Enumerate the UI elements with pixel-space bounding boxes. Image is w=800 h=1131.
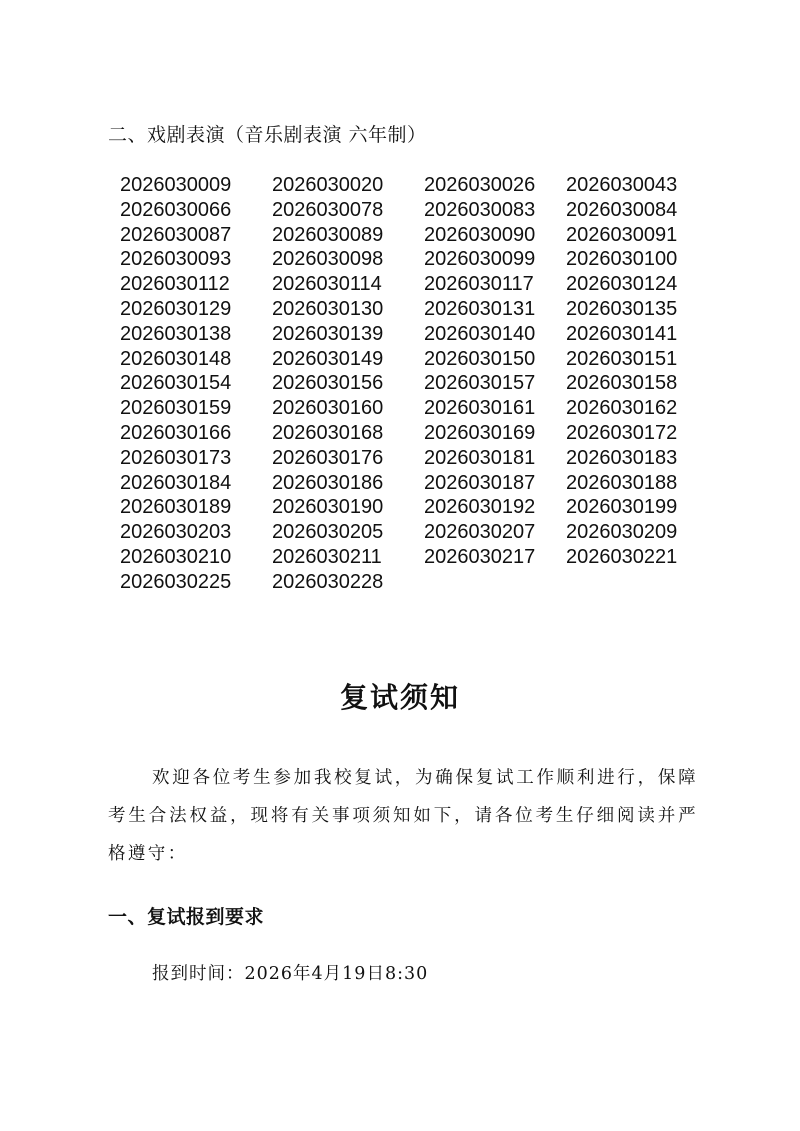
candidate-id: 2026030209 xyxy=(566,521,678,544)
candidate-id: 2026030131 xyxy=(424,297,536,320)
candidate-id: 2026030190 xyxy=(272,496,384,519)
candidate-id: 2026030099 xyxy=(424,248,536,271)
candidate-id: 2026030141 xyxy=(566,322,678,345)
candidate-id: 2026030203 xyxy=(120,521,232,544)
candidate-id: 2026030009 xyxy=(120,174,232,196)
candidate-id: 2026030184 xyxy=(120,471,232,494)
candidate-id: 2026030169 xyxy=(424,421,536,444)
notice-title: 复试须知 xyxy=(339,681,460,714)
candidate-id: 2026030151 xyxy=(566,347,678,370)
candidate-id: 2026030161 xyxy=(424,397,536,420)
candidate-id: 2026030114 xyxy=(272,273,382,296)
candidate-id: 2026030176 xyxy=(272,446,384,469)
candidate-id: 2026030112 xyxy=(120,273,230,296)
candidate-id: 2026030130 xyxy=(272,297,384,320)
candidate-id-list xyxy=(120,173,718,595)
candidate-id: 2026030183 xyxy=(566,446,678,469)
candidate-id: 2026030089 xyxy=(272,223,384,246)
candidate-id: 2026030187 xyxy=(424,471,536,494)
candidate-id: 2026030117 xyxy=(424,273,534,296)
candidate-id: 2026030157 xyxy=(424,372,536,395)
candidate-id: 2026030160 xyxy=(272,397,384,420)
candidate-id: 2026030181 xyxy=(424,446,536,469)
candidate-id: 2026030221 xyxy=(566,545,678,568)
candidate-id: 2026030093 xyxy=(120,248,232,271)
candidate-id: 2026030066 xyxy=(120,198,232,221)
candidate-id: 2026030078 xyxy=(272,198,384,221)
checkin-requirements-heading: 一、复试报到要求 xyxy=(108,906,265,928)
candidate-id: 2026030084 xyxy=(566,198,678,221)
candidate-id: 2026030091 xyxy=(566,223,678,246)
candidate-id: 2026030043 xyxy=(566,174,678,196)
candidate-id: 2026030098 xyxy=(272,248,384,271)
candidate-id: 2026030154 xyxy=(120,372,232,395)
candidate-id: 2026030100 xyxy=(566,248,678,271)
checkin-time: 报到时间：2026年4月19日8:30 xyxy=(152,964,429,984)
candidate-id: 2026030192 xyxy=(424,496,536,519)
candidate-id: 2026030158 xyxy=(566,372,678,395)
candidate-id: 2026030228 xyxy=(272,570,384,593)
candidate-id: 2026030148 xyxy=(120,347,232,370)
candidate-id: 2026030166 xyxy=(120,421,232,444)
candidate-id: 2026030159 xyxy=(120,397,232,420)
candidate-id: 2026030026 xyxy=(424,174,536,196)
candidate-id: 2026030129 xyxy=(120,297,232,320)
candidate-id: 2026030149 xyxy=(272,347,384,370)
candidate-id: 2026030138 xyxy=(120,322,232,345)
candidate-id: 2026030139 xyxy=(272,322,384,345)
candidate-id: 2026030211 xyxy=(272,545,382,568)
candidate-id: 2026030140 xyxy=(424,322,536,345)
candidate-id: 2026030162 xyxy=(566,397,678,420)
candidate-id: 2026030156 xyxy=(272,372,384,395)
candidate-id: 2026030150 xyxy=(424,347,536,370)
candidate-id: 2026030207 xyxy=(424,521,536,544)
candidate-id: 2026030083 xyxy=(424,198,536,221)
candidate-id: 2026030020 xyxy=(272,174,384,196)
candidate-id: 2026030189 xyxy=(120,496,232,519)
candidate-id: 2026030199 xyxy=(566,496,678,519)
candidate-id: 2026030124 xyxy=(566,273,678,296)
candidate-id: 2026030087 xyxy=(120,223,232,246)
section-heading: 二、戏剧表演（音乐剧表演 六年制） xyxy=(108,124,427,146)
candidate-id: 2026030217 xyxy=(424,545,536,568)
candidate-id: 2026030210 xyxy=(120,545,232,568)
candidate-id: 2026030090 xyxy=(424,223,536,246)
candidate-id: 2026030168 xyxy=(272,421,384,444)
candidate-id: 2026030225 xyxy=(120,570,232,593)
candidate-id: 2026030188 xyxy=(566,471,678,494)
candidate-id: 2026030173 xyxy=(120,446,232,469)
candidate-id: 2026030135 xyxy=(566,297,678,320)
notice-intro-paragraph: 欢迎各位考生参加我校复试，为确保复试工作顺利进行，保障考生合法权益，现将有关事项须知如下，请各位考生仔细阅读并严格遵守： xyxy=(108,768,698,864)
candidate-id: 2026030186 xyxy=(272,471,384,494)
candidate-id: 2026030205 xyxy=(272,521,384,544)
candidate-id: 2026030172 xyxy=(566,421,678,444)
